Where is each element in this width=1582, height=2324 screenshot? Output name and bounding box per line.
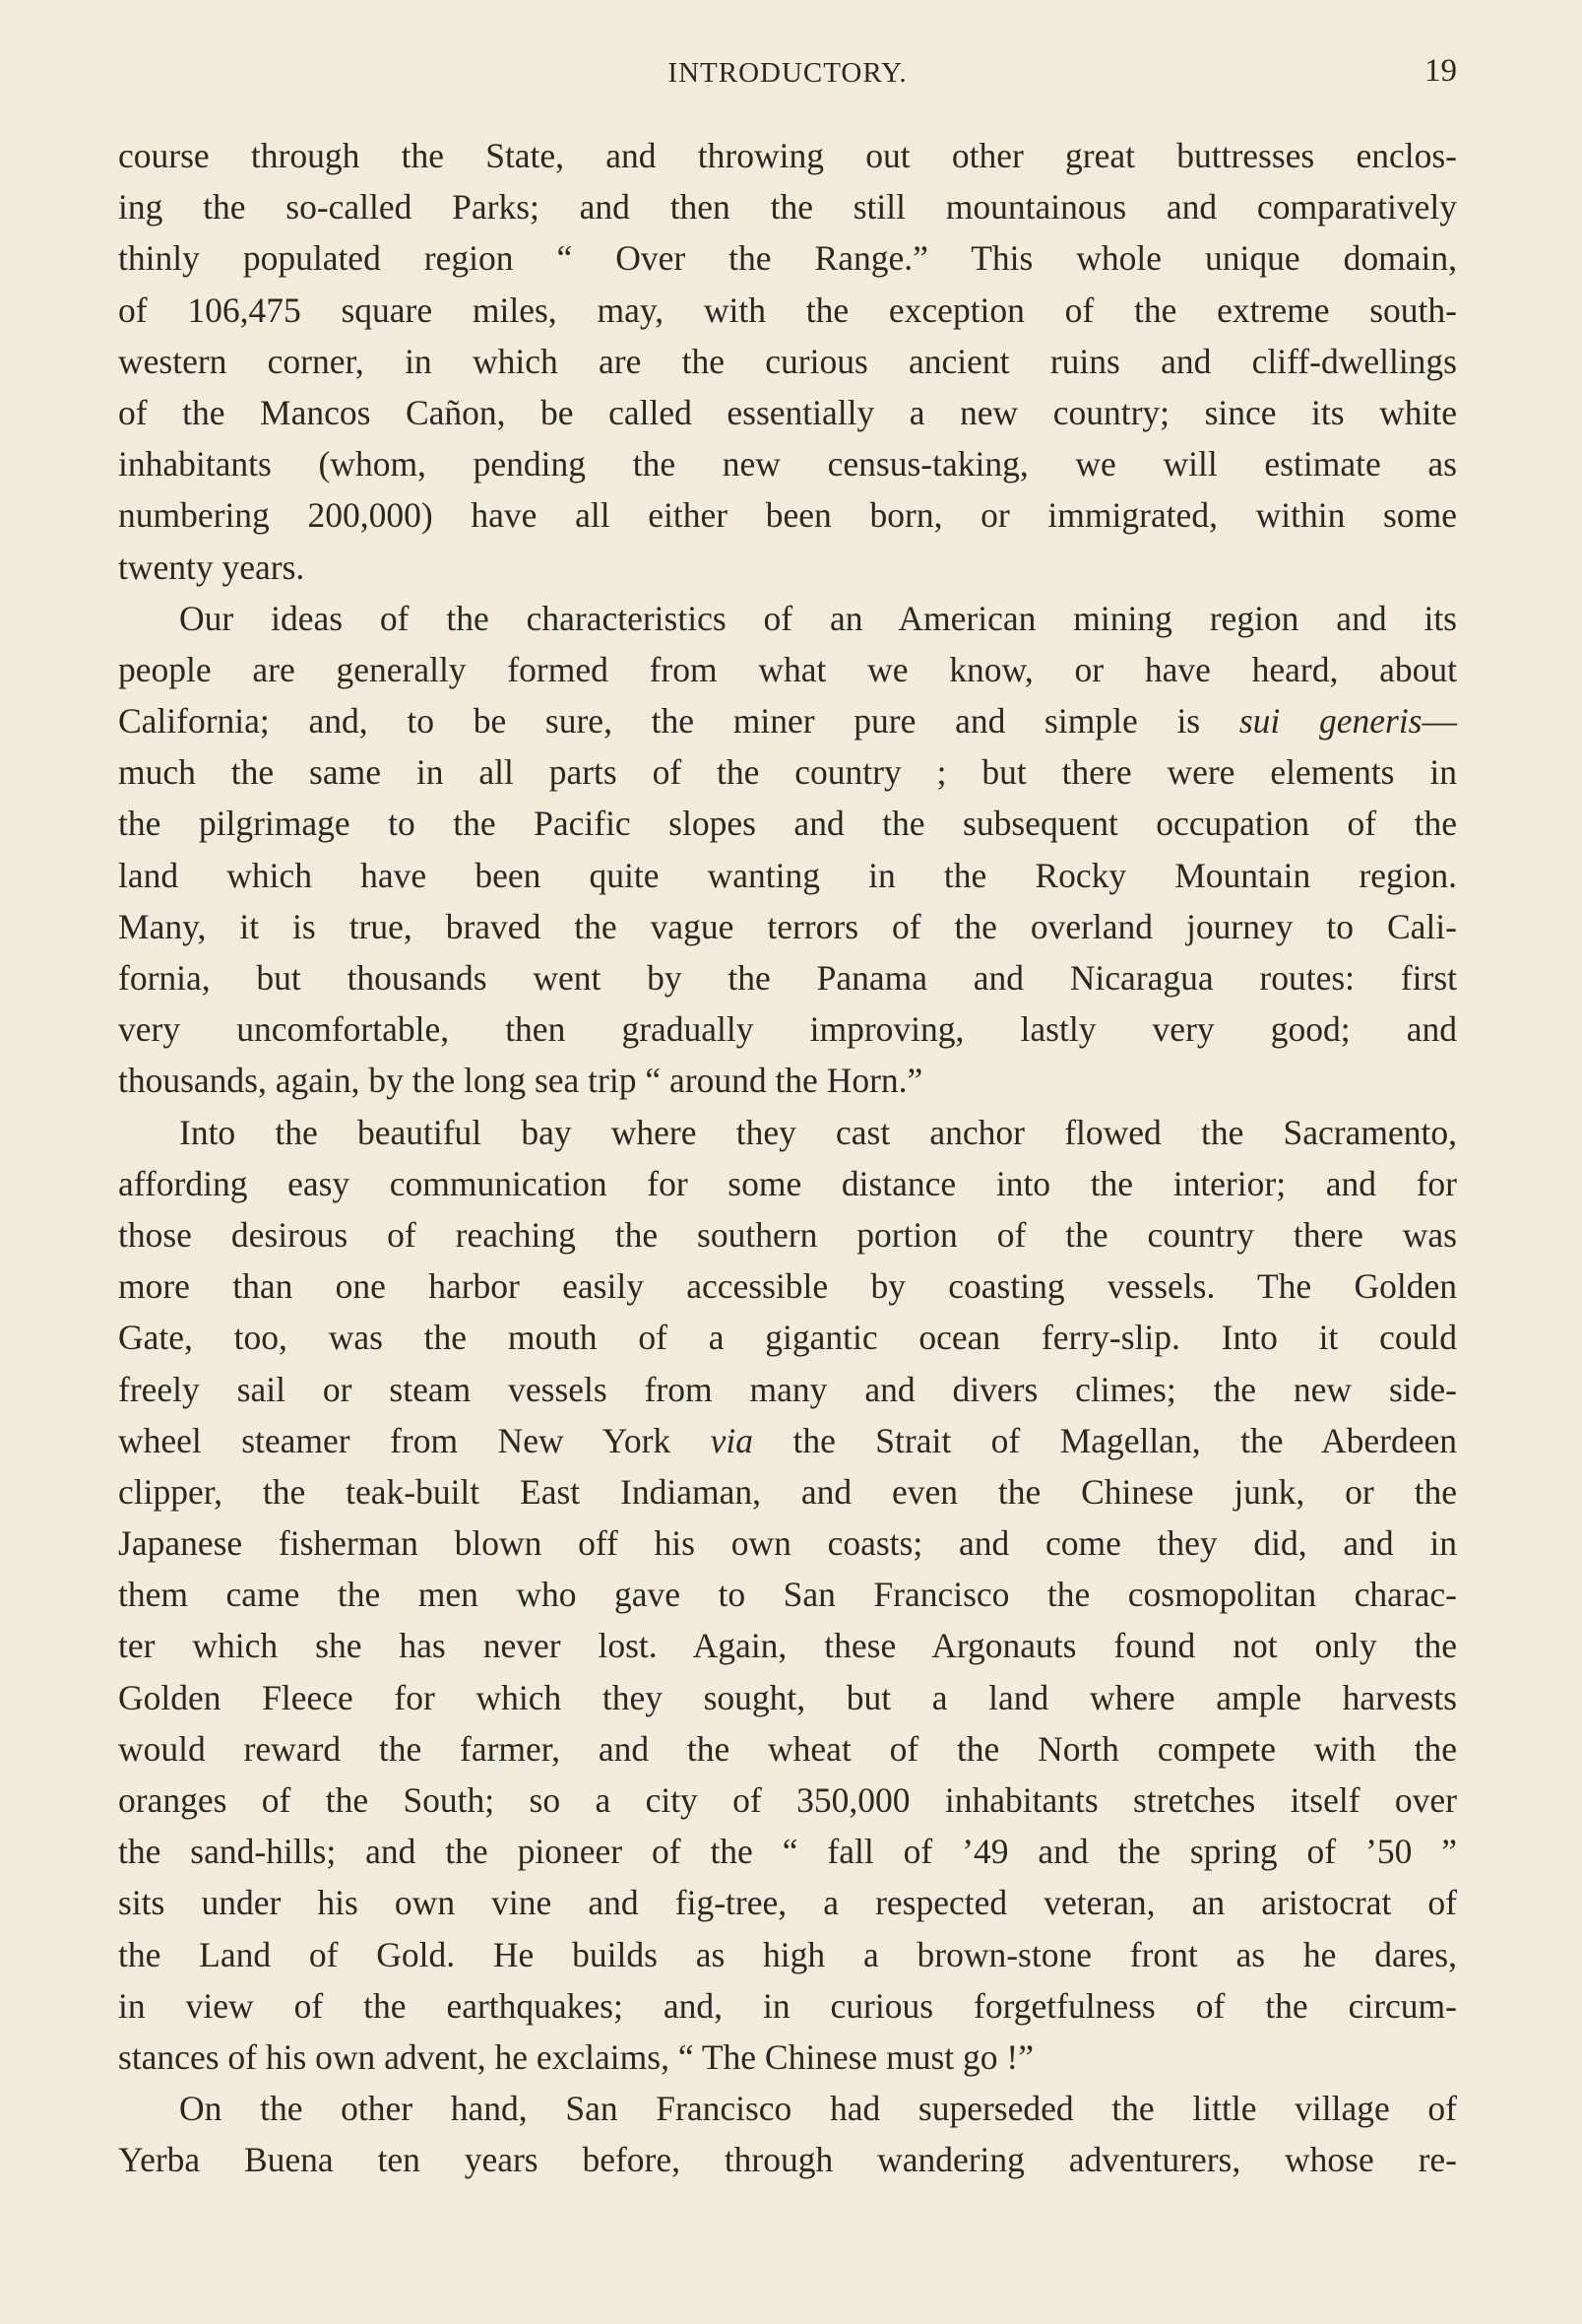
text-segment: Our ideas of the characteristics of an American mining region and its (179, 598, 1457, 638)
text-segment: in view of the earthquakes; and, in curious forgetfulness of the circum- (118, 1985, 1457, 2026)
text-line (118, 542, 1457, 593)
text-segment: thousands, again, by the long sea trip “ around the Horn.” (118, 1061, 923, 1101)
text-line (118, 1775, 1457, 1826)
text-line (118, 1003, 1457, 1055)
text-segment: numbering 200,000) have all either been born, or immigrated, within some (118, 495, 1457, 536)
text-line (118, 130, 1457, 181)
text-line (118, 181, 1457, 232)
text-segment: California; and, to be sure, the miner pure and simple is (118, 701, 1239, 742)
text-segment: thinly populated region “ Over the Range.” This whole unique domain, (118, 238, 1457, 279)
text-line (118, 2134, 1457, 2185)
text-segment: the Strait of Magellan, the Aberdeen (753, 1420, 1457, 1460)
text-segment: affording easy communication for some distance into the interior; and for (118, 1163, 1457, 1203)
text-segment: much the same in all parts of the country ; but there were elements in (118, 752, 1457, 793)
text-line (118, 644, 1457, 695)
text-line (118, 1312, 1457, 1363)
text-segment: them came the men who gave to San Francisco the cosmopolitan charac- (118, 1575, 1457, 1615)
text-segment: Japanese fisherman blown off his own coasts; and come they did, and in (118, 1523, 1457, 1564)
text-segment: oranges of the South; so a city of 350,000 inhabitants stretches itself over (118, 1780, 1457, 1820)
text-segment: Gate, too, was the mouth of a gigantic ocean ferry-slip. Into it could (118, 1318, 1457, 1358)
text-line (118, 1415, 1457, 1466)
text-line (118, 1158, 1457, 1209)
text-segment: twenty years. (118, 547, 305, 587)
text-segment: ter which she has never lost. Again, these Argonauts found not only the (118, 1626, 1457, 1666)
text-line (118, 952, 1457, 1003)
text-segment: Golden Fleece for which they sought, but a land where ample harvests (118, 1677, 1457, 1717)
text-segment: wheel steamer from New York (118, 1420, 711, 1460)
text-segment: Yerba Buena ten years before, through wandering adventurers, whose re- (118, 2140, 1457, 2180)
text-segment: freely sail or steam vessels from many and divers climes; the new side- (118, 1369, 1457, 1409)
text-line (118, 1055, 1457, 1106)
text-line (118, 1517, 1457, 1569)
text-segment: the Land of Gold. He builds as high a brown-stone front as he dares, (118, 1934, 1457, 1974)
body-text (118, 130, 1457, 2186)
text-segment: land which have been quite wanting in the Rocky Mountain region. (118, 855, 1457, 895)
text-line (118, 232, 1457, 284)
text-segment: — (1422, 701, 1458, 742)
italic-phrase: sui generis (1238, 701, 1423, 742)
text-segment: the pilgrimage to the Pacific slopes and the subsequent occupation of the (118, 804, 1457, 844)
text-line (118, 1672, 1457, 1723)
text-segment: would reward the farmer, and the wheat of the North compete with the (118, 1728, 1457, 1769)
text-line (118, 1466, 1457, 1517)
text-line (118, 2032, 1457, 2083)
text-segment: those desirous of reaching the southern portion of the country there was (118, 1214, 1457, 1255)
text-line (118, 695, 1457, 746)
text-line (118, 1569, 1457, 1620)
italic-phrase: via (710, 1420, 753, 1460)
text-segment: course through the State, and throwing out other great buttresses enclos- (118, 136, 1457, 175)
text-segment: people are generally formed from what we know, or have heard, about (118, 649, 1457, 689)
text-line (118, 1620, 1457, 1671)
text-line (118, 1826, 1457, 1877)
text-line (118, 387, 1457, 438)
text-line (118, 285, 1457, 336)
text-segment: Many, it is true, braved the vague terrors of the overland journey to Cali- (118, 906, 1457, 946)
text-segment: Into the beautiful bay where they cast anchor flowed the Sacramento, (179, 1112, 1457, 1152)
text-segment: fornia, but thousands went by the Panama and Nicaragua routes: first (118, 958, 1457, 998)
text-line (118, 1877, 1457, 1928)
text-segment: stances of his own advent, he exclaims, “ The Chinese must go !” (118, 2036, 1035, 2077)
text-segment: the sand-hills; and the pioneer of the “ fall of ’49 and the spring of ’50 ” (118, 1832, 1457, 1872)
text-segment: clipper, the teak-built East Indiaman, and even the Chinese junk, or the (118, 1471, 1457, 1512)
text-line (118, 1929, 1457, 1980)
text-line (118, 1364, 1457, 1415)
text-segment: sits under his own vine and fig-tree, a respected veteran, an aristocrat of (118, 1883, 1457, 1923)
text-segment: of 106,475 square miles, may, with the exception of the extreme south- (118, 290, 1457, 330)
text-line (118, 2083, 1457, 2134)
text-segment: very uncomfortable, then gradually improving, lastly very good; and (118, 1009, 1457, 1050)
text-line (118, 1209, 1457, 1260)
text-line (118, 593, 1457, 644)
text-line (118, 1723, 1457, 1775)
text-segment: more than one harbor easily accessible by coasting vessels. The Golden (118, 1266, 1457, 1307)
text-segment: ing the so-called Parks; and then the still mountainous and comparatively (118, 187, 1457, 227)
text-line (118, 336, 1457, 387)
text-line (118, 746, 1457, 798)
text-line (118, 798, 1457, 849)
text-line (118, 438, 1457, 489)
running-title: INTRODUCTORY. (667, 57, 908, 89)
text-line (118, 489, 1457, 541)
text-segment: western corner, in which are the curious ancient ruins and cliff-dwellings (118, 341, 1457, 381)
text-line (118, 850, 1457, 901)
page-number: 19 (1424, 53, 1457, 89)
text-segment: On the other hand, San Francisco had superseded the little village of (179, 2089, 1457, 2129)
text-line (118, 1260, 1457, 1312)
text-line (118, 901, 1457, 952)
text-segment: of the Mancos Cañon, be called essentially a new country; since its white (118, 392, 1457, 432)
text-line (118, 1980, 1457, 2032)
running-head (118, 53, 1457, 100)
text-segment: inhabitants (whom, pending the new census-taking, we will estimate as (118, 444, 1457, 484)
text-line (118, 1107, 1457, 1158)
